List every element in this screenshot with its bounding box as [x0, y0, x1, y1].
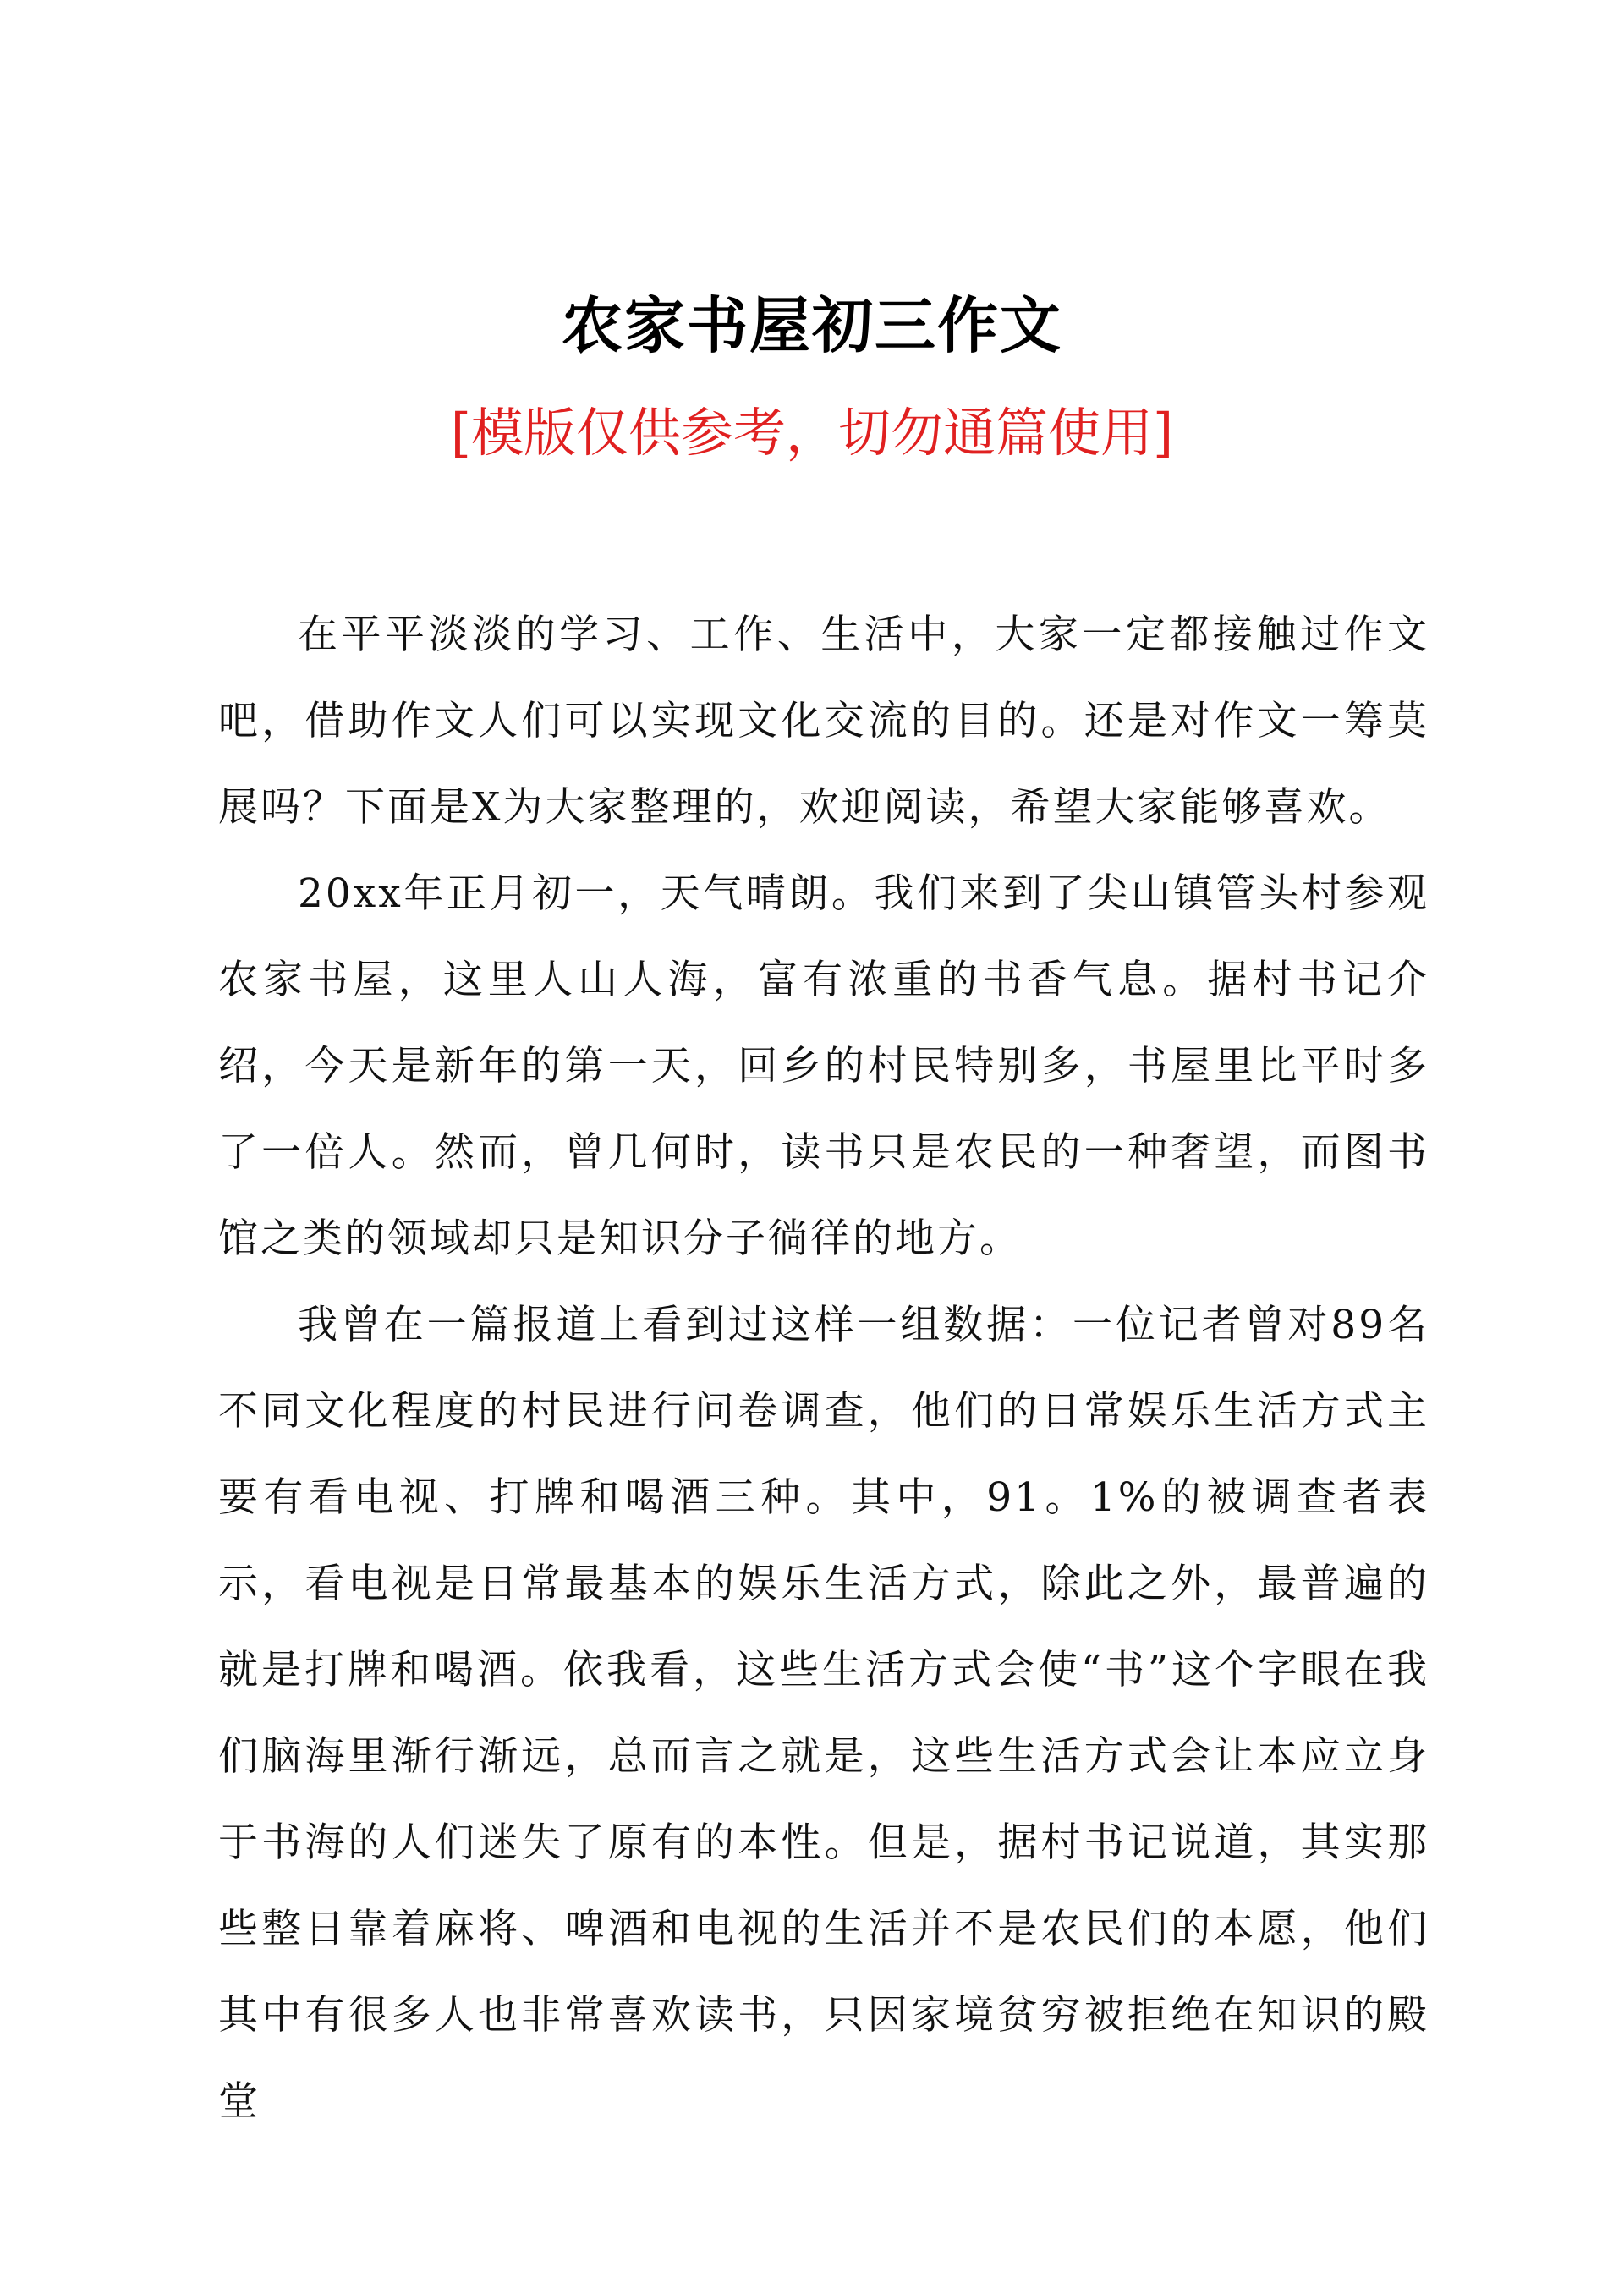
essay-body: [218, 592, 1429, 2145]
paragraph-visit: 20xx年正月初一，天气晴朗。我们来到了尖山镇管头村参观农家书屋，这里人山人海，富有浓重的书香气息。据村书记介绍，今天是新年的第一天，回乡的村民特别多，书屋里比平时多了一倍人。然而，曾几何时，读书只是农民的一种奢望，而图书馆之类的领域却只是知识分子徜徉的地方。: [218, 870, 1429, 1262]
template-notice: [模版仅供参考，切勿通篇使用]: [450, 402, 1174, 464]
document-title: 农家书屋初三作文: [561, 289, 1062, 361]
paragraph-intro: 在平平淡淡的学习、工作、生活中，大家一定都接触过作文吧，借助作文人们可以实现文化交流的目的。还是对作文一筹莫展吗？下面是X为大家整理的，欢迎阅读，希望大家能够喜欢。: [218, 612, 1429, 831]
paragraph-survey: 我曾在一篇报道上看到过这样一组数据：一位记者曾对89名不同文化程度的村民进行问卷调查，他们的日常娱乐生活方式主要有看电视、打牌和喝酒三种。其中，91。1%的被调查者表示，看电视是日常最基本的娱乐生活方式，除此之外，最普遍的就是打牌和喝酒。依我看，这些生活方式会使“书”这个字眼在我们脑海里渐行渐远，总而言之就是，这些生活方式会让本应立身于书海的人们迷失了原有的本性。但是，据村书记说道，其实那些整日靠着麻将、啤酒和电视的生活并不是农民们的本愿，他们其中有很多人也非常喜欢读书，只因家境贫穷被拒绝在知识的殿堂: [218, 1302, 1429, 2125]
